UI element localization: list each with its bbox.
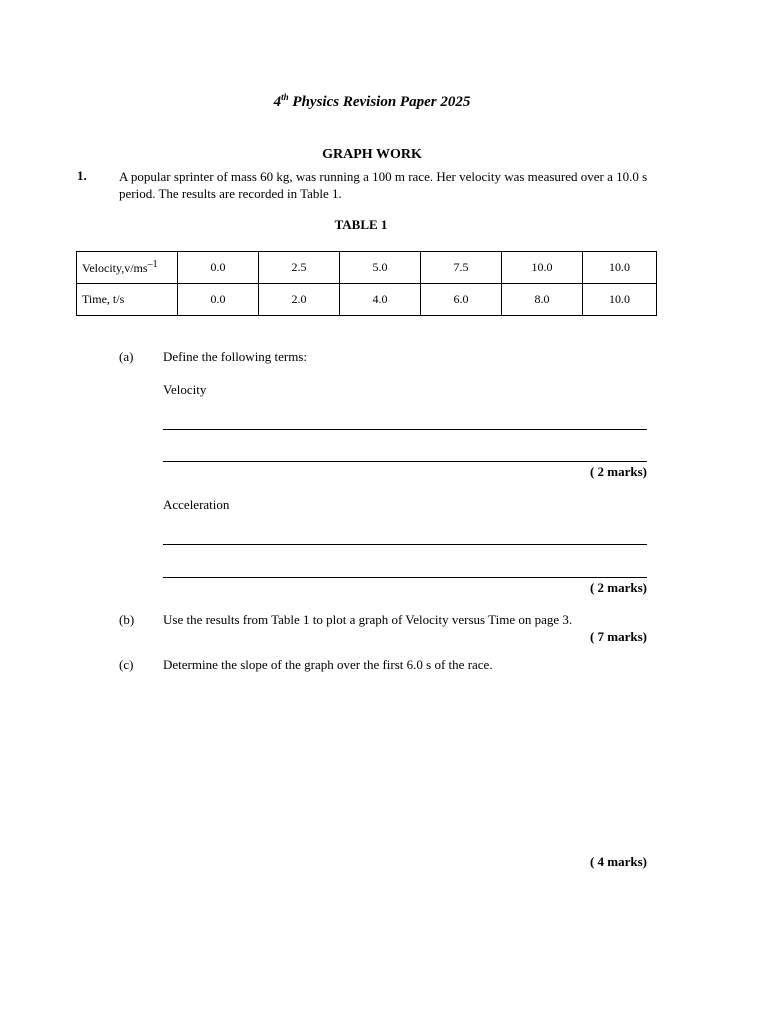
table-cell: 6.0	[421, 284, 502, 316]
title-ordinal-suffix: th	[281, 92, 289, 102]
row-header-sup: –1	[147, 259, 158, 270]
table-caption: TABLE 1	[334, 217, 388, 232]
marks-a-acceleration: ( 2 marks)	[589, 580, 647, 595]
table-cell: 2.0	[259, 284, 340, 316]
paper-title	[0, 92, 744, 111]
table-cell: 8.0	[502, 284, 583, 316]
marks-a-velocity: ( 2 marks)	[589, 464, 647, 479]
table-cell: 10.0	[583, 284, 657, 316]
part-b-label: (b)	[119, 612, 135, 627]
part-a-prompt: Define the following terms:	[163, 349, 308, 364]
term-velocity: Velocity	[163, 382, 207, 397]
table-row-velocity	[77, 252, 657, 284]
results-table	[76, 251, 657, 316]
table-cell: 4.0	[340, 284, 421, 316]
answer-line[interactable]	[163, 544, 647, 545]
table-cell: 2.5	[259, 252, 340, 284]
table-cell: 0.0	[178, 284, 259, 316]
answer-line[interactable]	[163, 461, 647, 462]
question-text: A popular sprinter of mass 60 kg, was running a 100 m race. Her velocity was measured over a 10.0 s period. The results are recorded in Table 1.	[119, 169, 648, 201]
title-text: Physics Revision Paper 2025	[288, 94, 471, 110]
part-c-label: (c)	[119, 657, 134, 672]
table-cell: 5.0	[340, 252, 421, 284]
marks-c: ( 4 marks)	[589, 854, 647, 869]
marks-b: ( 7 marks)	[589, 629, 647, 644]
term-acceleration: Acceleration	[163, 497, 230, 512]
row-header-time: Time, t/s	[77, 284, 178, 316]
part-a-label: (a)	[119, 349, 134, 364]
answer-line[interactable]	[163, 577, 647, 578]
title-ordinal: 4	[273, 94, 282, 110]
section-title: GRAPH WORK	[322, 147, 422, 162]
table-cell: 0.0	[178, 252, 259, 284]
table-cell: 7.5	[421, 252, 502, 284]
answer-line[interactable]	[163, 429, 647, 430]
part-b-prompt: Use the results from Table 1 to plot a graph of Velocity versus Time on page 3.	[163, 612, 573, 627]
table-row-time	[77, 284, 657, 316]
row-header-label: Velocity,v/ms	[82, 261, 148, 275]
table-cell: 10.0	[583, 252, 657, 284]
table-cell: 10.0	[502, 252, 583, 284]
question-number: 1.	[77, 168, 87, 183]
row-header-velocity	[77, 252, 178, 284]
part-c-prompt: Determine the slope of the graph over the first 6.0 s of the race.	[163, 657, 493, 672]
